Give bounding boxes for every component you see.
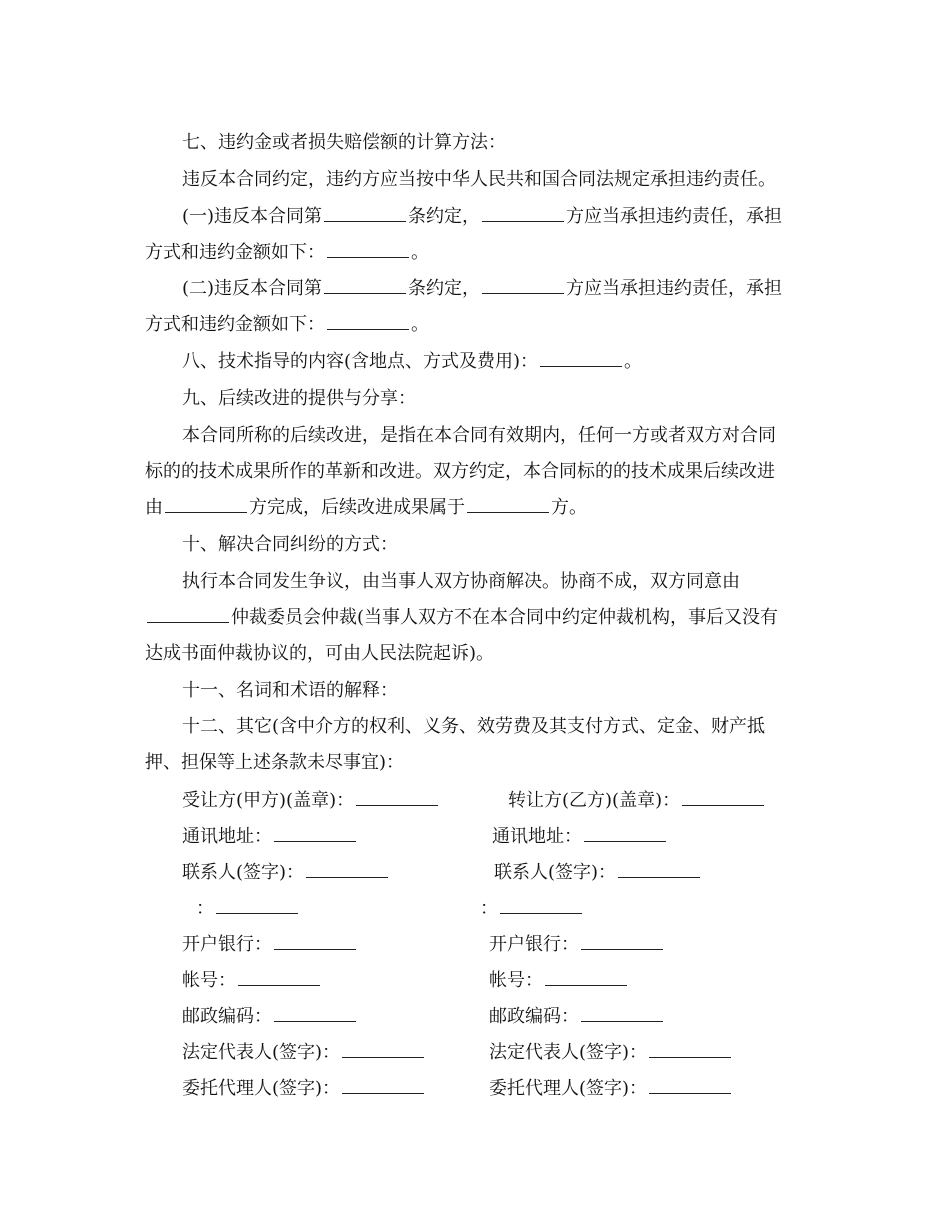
section-11: 十一、名词和术语的解释： xyxy=(182,680,398,701)
left-agent: 委托代理人(签字)： xyxy=(182,1071,426,1107)
clause-7-2-line2: 方式和违约金额如下： 。 xyxy=(145,307,800,343)
blank-field xyxy=(540,344,622,367)
blank-field xyxy=(581,927,663,950)
blank-field xyxy=(274,999,356,1022)
right-blank-line: ： xyxy=(480,891,584,927)
blank-field xyxy=(682,783,764,806)
left-contact: 联系人(签字)： xyxy=(182,855,390,891)
section-9-p1: 本合同所称的后续改进，是指在本合同有效期内，任何一方或者双方对合同 xyxy=(182,425,776,446)
section-10-title: 十、解决合同纠纷的方式： xyxy=(182,534,398,555)
right-postcode: 邮政编码： xyxy=(489,999,665,1035)
blank-field xyxy=(649,1071,731,1094)
blank-field xyxy=(342,1071,424,1094)
section-10-p3: 达成书面仲裁协议的，可由人民法院起诉)。 xyxy=(145,643,495,664)
right-address: 通讯地址： xyxy=(492,819,668,855)
left-account: 帐号： xyxy=(182,963,322,999)
blank-field xyxy=(467,490,549,513)
blank-field xyxy=(274,819,356,842)
blank-field xyxy=(327,235,409,258)
left-party: 受让方(甲方)(盖章)： xyxy=(182,783,440,819)
blank-field xyxy=(545,963,627,986)
clause-7-1-line2: 方式和违约金额如下： 。 xyxy=(145,235,800,271)
blank-field xyxy=(327,307,409,330)
clause-7-1-line1: (一)违反本合同第 条约定， 方应当承担违约责任，承担 xyxy=(182,199,800,235)
left-postcode: 邮政编码： xyxy=(182,999,358,1035)
blank-field xyxy=(274,927,356,950)
section-7-title: 七、违约金或者损失赔偿额的计算方法： xyxy=(182,132,506,153)
blank-field xyxy=(584,819,666,842)
blank-field xyxy=(649,1035,731,1058)
section-9-p3: 由 方完成，后续改进成果属于 方。 xyxy=(145,490,800,526)
right-agent: 委托代理人(签字)： xyxy=(489,1071,733,1107)
blank-field xyxy=(482,271,564,294)
section-9-p2: 标的的技术成果所作的革新和改进。双方约定，本合同标的的技术成果后续改进 xyxy=(145,461,775,482)
section-12-p1: 十二、其它(含中介方的权利、义务、效劳费及其支付方式、定金、财产抵 xyxy=(182,716,766,737)
blank-field xyxy=(581,999,663,1022)
blank-field xyxy=(324,271,406,294)
blank-field xyxy=(342,1035,424,1058)
blank-field xyxy=(216,891,298,914)
right-legal-rep: 法定代表人(签字)： xyxy=(489,1035,733,1071)
section-8: 八、技术指导的内容(含地点、方式及费用)： 。 xyxy=(182,344,800,380)
section-7-intro: 违反本合同约定，违约方应当按中华人民共和国合同法规定承担违约责任。 xyxy=(182,169,776,190)
right-account: 帐号： xyxy=(489,963,629,999)
blank-field xyxy=(618,855,700,878)
section-10-p1: 执行本合同发生争议，由当事人双方协商解决。协商不成，双方同意由 xyxy=(182,571,740,592)
blank-field xyxy=(324,199,406,222)
blank-field xyxy=(500,891,582,914)
blank-field xyxy=(238,963,320,986)
blank-field xyxy=(165,490,247,513)
blank-field xyxy=(306,855,388,878)
left-blank-line: ： xyxy=(196,891,300,927)
left-address: 通讯地址： xyxy=(182,819,358,855)
right-bank: 开户银行： xyxy=(489,927,665,963)
blank-field xyxy=(147,600,229,623)
left-legal-rep: 法定代表人(签字)： xyxy=(182,1035,426,1071)
left-bank: 开户银行： xyxy=(182,927,358,963)
right-party: 转让方(乙方)(盖章)： xyxy=(508,783,766,819)
blank-field xyxy=(482,199,564,222)
blank-field xyxy=(356,783,438,806)
section-9-title: 九、后续改进的提供与分享： xyxy=(182,388,416,409)
clause-7-2-line1: (二)违反本合同第 条约定， 方应当承担违约责任，承担 xyxy=(182,271,800,307)
section-10-p2: 仲裁委员会仲裁(当事人双方不在本合同中约定仲裁机构，事后又没有 xyxy=(145,600,800,636)
right-contact: 联系人(签字)： xyxy=(494,855,702,891)
section-12-p2: 押、担保等上述条款未尽事宜)： xyxy=(145,752,405,773)
